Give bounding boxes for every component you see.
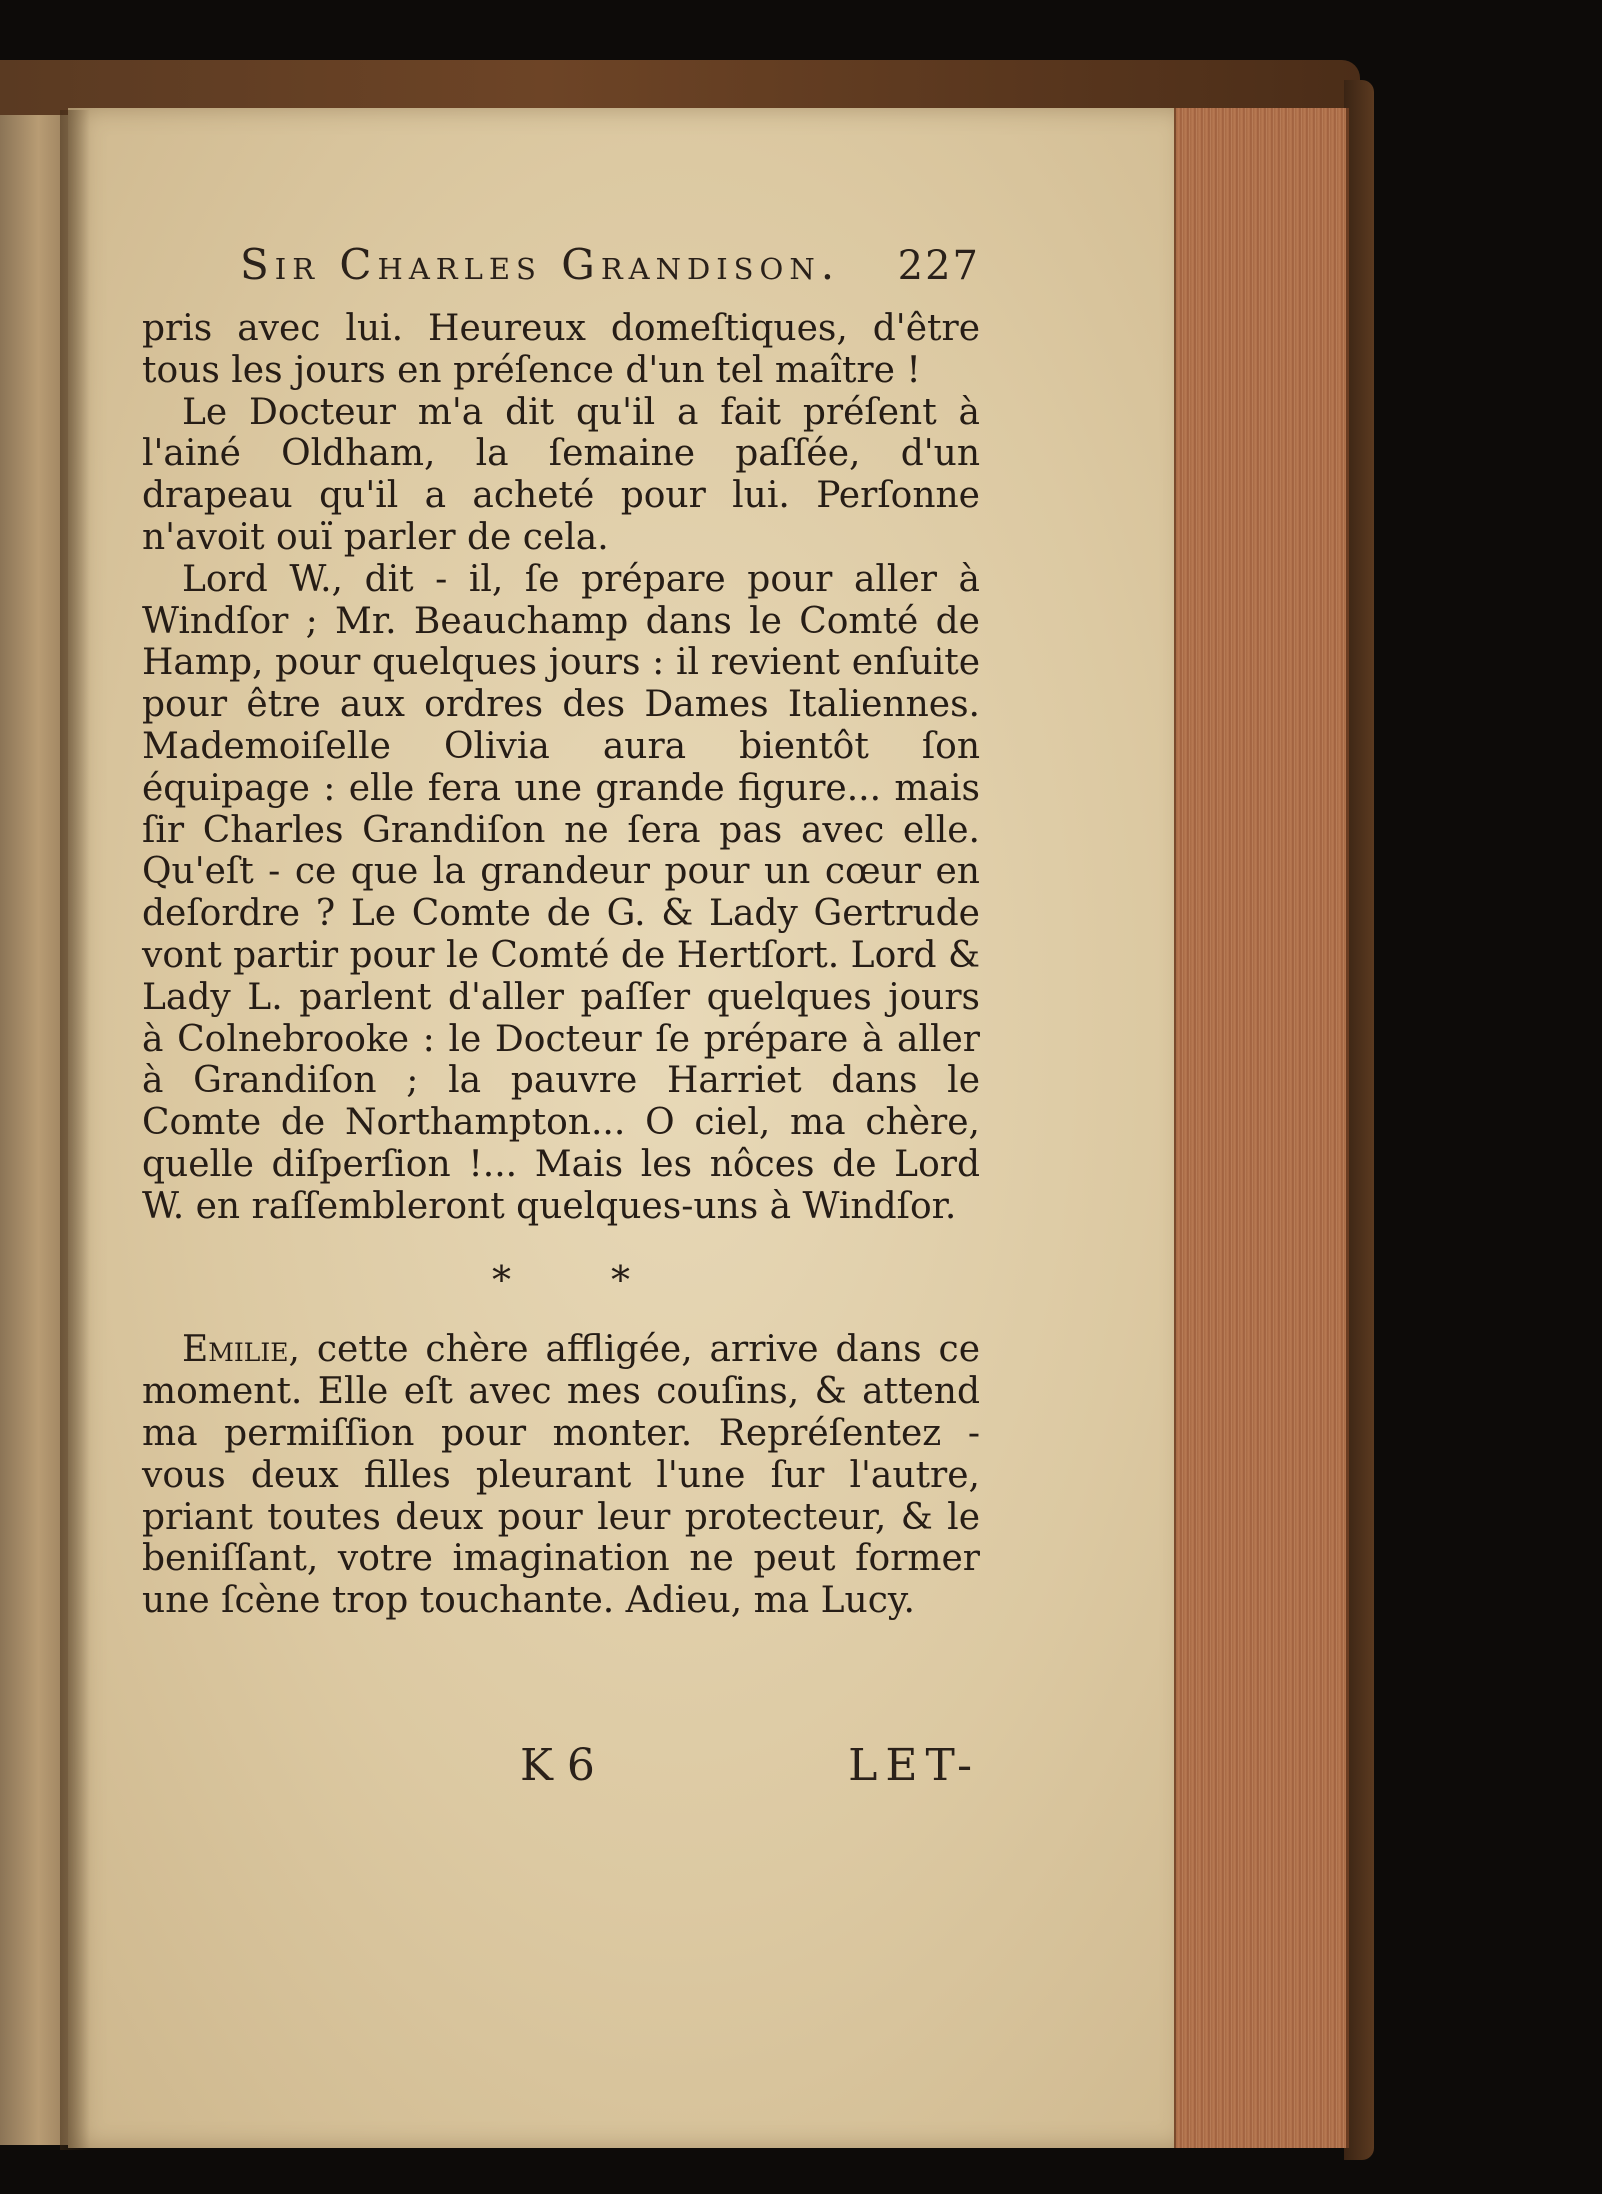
signature-mark: K 6: [520, 1740, 595, 1791]
paragraph-4-lead: Emilie: [182, 1329, 289, 1371]
text-block: [142, 308, 980, 1622]
spine-shadow: [60, 110, 90, 2150]
running-head: [240, 240, 980, 289]
paragraph-3: Lord W., dit - il, ſe prépare pour aller à Windſor ; Mr. Beauchamp dans le Comté de Hamp, pour quelques jours : il revient enſuite pour être aux ordres des Dames Italiennes. Mademoiſelle Olivia aura bientôt ſon équipage : elle fera une grande figure... mais ſir Charles Grandiſon ne ſera pas avec elle. Qu'eſt - ce que la grandeur pour un cœur en deſordre ? Le Comte de G. & Lady Gertrude vont partir pour le Comté de Hertſort. Lord & Lady L. parlent d'aller paſſer quelques jours à Colnebrooke : le Docteur ſe prépare à aller à Grandiſon ; la pauvre Harriet dans le Comte de Northampton... O ciel, ma chère, quelle diſperſion !... Mais les nôces de Lord W. en raſſembleront quelques-uns à Windſor.: [142, 558, 980, 1227]
paragraph-4: [142, 1329, 980, 1622]
paragraph-1: pris avec lui. Heureux domeſtiques, d'être tous les jours en préſence d'un tel maître !: [142, 308, 980, 391]
catchword: LET-: [848, 1740, 980, 1791]
page-number: 227: [897, 243, 980, 289]
paragraph-4-text: , cette chère affligée, arrive dans ce moment. Elle eſt avec mes couſins, & attend ma permiſſion pour monter. Repréſentez - vous deux filles pleurant l'une ſur l'autre, priant toutes deux pour leur protecteur, & le beniſſant, votre imagination ne peut former une ſcène trop touchante. Adieu, ma Lucy.: [142, 1329, 980, 1622]
section-separator: * *: [491, 1257, 675, 1302]
page-edges: [1174, 108, 1349, 2148]
paragraph-2: Le Docteur m'a dit qu'il a fait préſent à l'ainé Oldham, la ſemaine paſſée, d'un drapeau qu'il a acheté pour lui. Perſonne n'avoit ouï parler de cela.: [142, 391, 980, 558]
page-footer: [520, 1740, 980, 1791]
running-title: Sir Charles Grandison.: [240, 240, 841, 289]
